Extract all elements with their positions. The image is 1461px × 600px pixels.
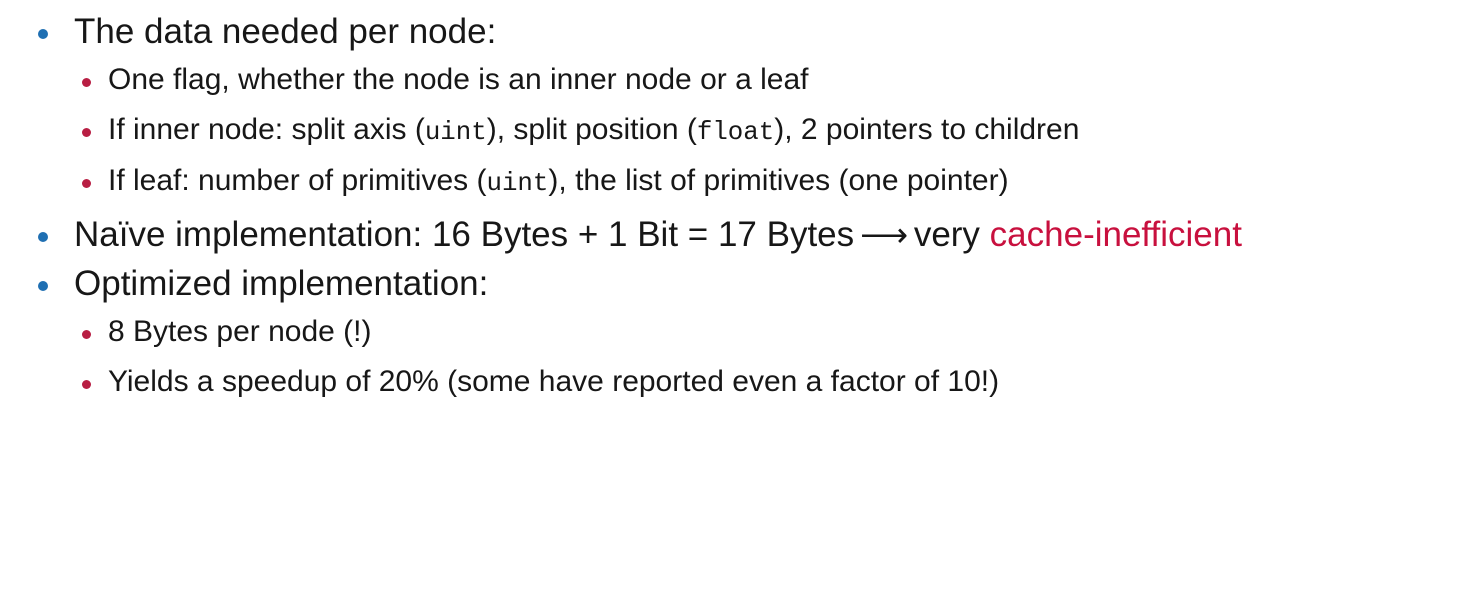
bullet-dot-icon (38, 281, 48, 291)
bullet-text-part: If leaf: number of primitives ( (108, 163, 487, 197)
bullet-text-part: One flag, whether the node is an inner node or a leaf (108, 63, 809, 96)
bullet-if-inner-node (72, 115, 1441, 146)
right-arrow-icon: ⟶ (860, 216, 908, 254)
bullet-text-part: ), split position ( (486, 113, 697, 146)
code-token: float (696, 118, 775, 147)
bullet-text: The data needed per node: (74, 12, 497, 51)
bullet-text-part: Naïve implementation: 16 Bytes + 1 Bit = 17 Bytes (74, 214, 855, 254)
bullet-dot-icon (38, 29, 48, 39)
bullet-text: Optimized implementation: (74, 263, 489, 303)
bullet-text-part: Yields a speedup of 20% (some have reported even a factor of 10!) (108, 364, 1000, 398)
bullet-dot-icon (82, 78, 91, 87)
code-token: uint (424, 118, 487, 147)
bullet-text-part: If inner node: split axis ( (108, 113, 425, 146)
highlight-text: cache-inefficient (989, 214, 1242, 254)
bullet-eight-bytes (72, 314, 1441, 348)
sublist-optimized (72, 314, 1441, 398)
outline-list (14, 14, 1441, 397)
bullet-text-part: very (913, 214, 990, 254)
bullet-optimized-implementation (14, 263, 1441, 303)
bullet-if-leaf (72, 163, 1441, 198)
bullet-dot-icon (82, 128, 91, 137)
bullet-dot-icon (82, 330, 91, 339)
sublist-data-needed (72, 65, 1441, 197)
bullet-text-part: 8 Bytes per node (!) (108, 314, 372, 348)
bullet-naive-implementation (14, 214, 1441, 254)
bullet-dot-icon (82, 380, 91, 389)
bullet-text-part: ), the list of primitives (one pointer) (548, 163, 1009, 197)
bullet-dot-icon (38, 232, 48, 242)
bullet-one-flag (72, 65, 1441, 95)
bullet-speedup (72, 364, 1441, 398)
code-token: uint (486, 168, 549, 198)
bullet-data-needed (14, 14, 1441, 49)
bullet-dot-icon (82, 179, 91, 188)
bullet-text-part: ), 2 pointers to children (774, 113, 1080, 146)
